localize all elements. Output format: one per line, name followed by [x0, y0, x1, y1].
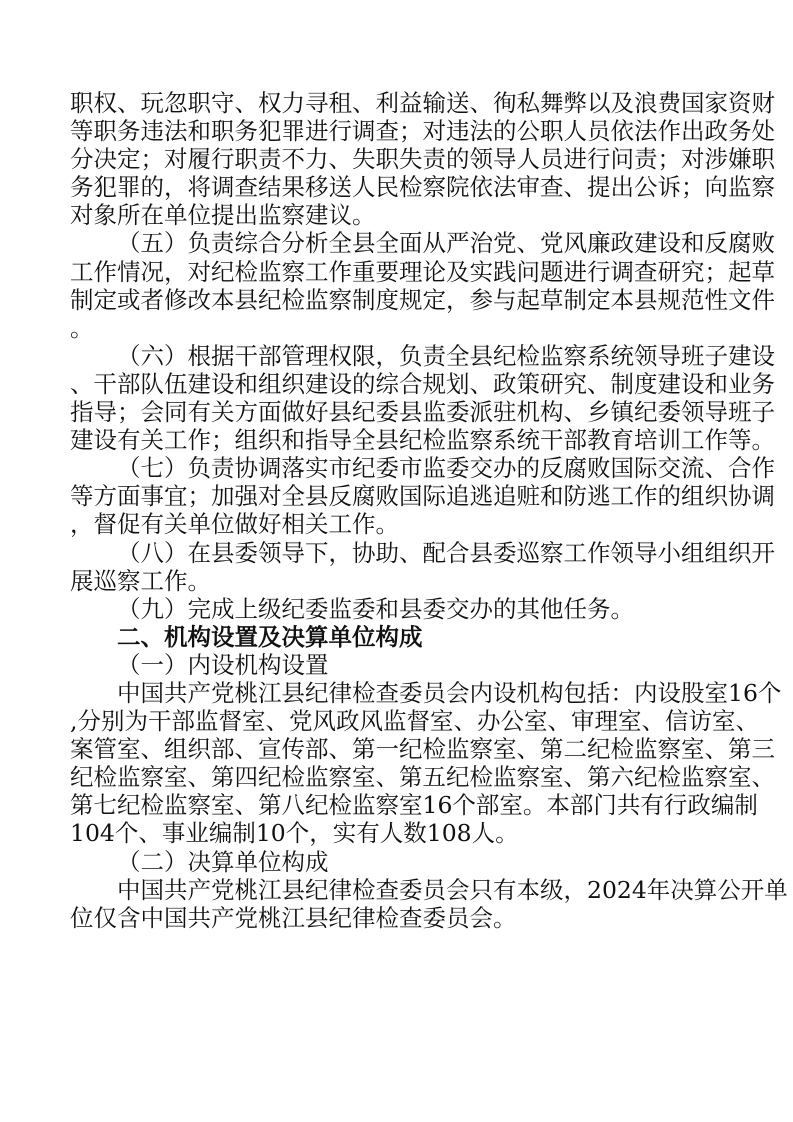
- text-line: 工作情况，对纪检监察工作重要理论及实践问题进行调查研究；起草: [70, 257, 775, 286]
- text-line: 纪检监察室、第四纪检监察室、第五纪检监察室、第六纪检监察室、: [70, 763, 775, 792]
- text-line: 指导；会同有关方面做好县纪委县监委派驻机构、乡镇纪委领导班子: [70, 398, 775, 427]
- text-line: 104个、事业编制10个，实有人数108人。: [70, 819, 519, 848]
- text-line: 分决定；对履行职责不力、失职失责的领导人员进行问责；对涉嫌职: [70, 145, 775, 174]
- text-line: 职权、玩忽职守、权力寻租、利益输送、徇私舞弊以及浪费国家资财: [70, 89, 775, 117]
- document-page: [70, 89, 788, 932]
- subsection-heading: （二）决算单位构成: [117, 847, 329, 876]
- subsection-heading: （一）内设机构设置: [117, 650, 329, 679]
- text-line: ，督促有关单位做好相关工作。: [70, 510, 399, 539]
- text-line: 第七纪检监察室、第八纪检监察室16个部室。本部门共有行政编制: [70, 791, 758, 820]
- section-heading: 二、机构设置及决算单位构成: [117, 622, 423, 651]
- paragraph-5-start: （五）负责综合分析全县全面从严治党、党风廉政建设和反腐败: [117, 229, 775, 258]
- text-line: 制定或者修改本县纪检监察制度规定，参与起草制定本县规范性文件: [70, 285, 775, 314]
- text-line: 、干部队伍建设和组织建设的综合规划、政策研究、制度建设和业务: [70, 369, 775, 398]
- text-line: 案管室、组织部、宣传部、第一纪检监察室、第二纪检监察室、第三: [70, 735, 775, 764]
- text-line: 务犯罪的，将调查结果移送人民检察院依法审查、提出公诉；向监察: [70, 173, 775, 202]
- paragraph-9: （九）完成上级纪委监委和县委交办的其他任务。: [117, 594, 634, 623]
- text-line: ,分别为干部监督室、党风政风监督室、办公室、审理室、信访室、: [70, 707, 759, 736]
- text-line: 位仅含中国共产党桃江县纪律检查委员会。: [70, 903, 517, 932]
- text-line: 中国共产党桃江县纪律检查委员会内设机构包括：内设股室16个: [117, 678, 782, 707]
- text-line: 建设有关工作；组织和指导全县纪检监察系统干部教育培训工作等。: [70, 426, 775, 455]
- paragraph-7-start: （七）负责协调落实市纪委市监委交办的反腐败国际交流、合作: [117, 454, 775, 483]
- text-line: 。: [70, 313, 94, 342]
- paragraph-6-start: （六）根据干部管理权限，负责全县纪检监察系统领导班子建设: [117, 341, 775, 370]
- text-line: 中国共产党桃江县纪律检查委员会只有本级，2024年决算公开单: [117, 875, 788, 904]
- text-line: 等方面事宜；加强对全县反腐败国际追逃追赃和防逃工作的组织协调: [70, 482, 775, 511]
- text-line: 等职务违法和职务犯罪进行调查；对违法的公职人员依法作出政务处: [70, 117, 775, 146]
- text-line: 对象所在单位提出监察建议。: [70, 201, 376, 230]
- paragraph-8-start: （八）在县委领导下，协助、配合县委巡察工作领导小组组织开: [117, 538, 775, 567]
- text-line: 展巡察工作。: [70, 566, 211, 595]
